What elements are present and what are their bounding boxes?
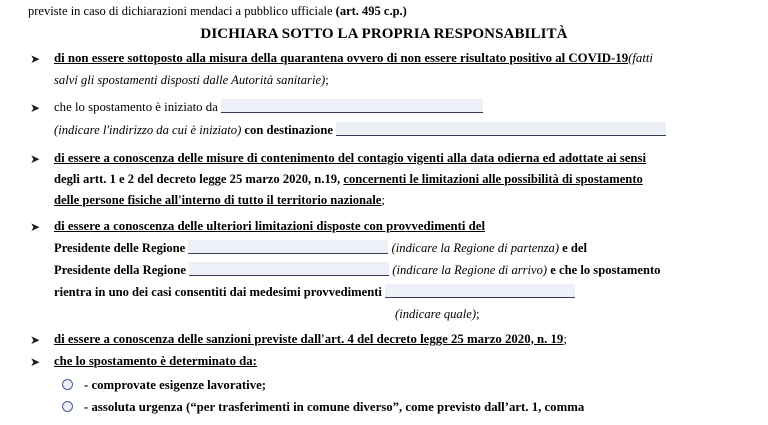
- declaration-item-determinato-da: [0, 352, 768, 371]
- field-regione-partenza[interactable]: [188, 240, 388, 254]
- declaration-item-spostamento-iniziato: [0, 98, 768, 117]
- arrow-bullet-icon: ➤: [30, 354, 41, 369]
- tail-regione-partenza: e del: [559, 240, 587, 255]
- tail-indicare-quale: ;: [476, 306, 480, 321]
- option-row-esigenze-lavorative[interactable]: [0, 375, 768, 395]
- field-indirizzo-partenza[interactable]: [221, 99, 483, 113]
- item-ulteriori-row-arrivo: [0, 261, 768, 280]
- item-quarantena-tail: (fatti: [628, 50, 653, 65]
- field-destinazione[interactable]: [336, 122, 666, 136]
- hint-regione-partenza: (indicare la Regione di partenza): [391, 240, 560, 255]
- option-row-assoluta-urgenza[interactable]: [0, 397, 768, 417]
- label-presidente-regione-arrivo: Presidente della Regione: [54, 262, 186, 277]
- item-ulteriori-row-casi: [0, 283, 768, 302]
- hint-indicare-quale: (indicare quale): [395, 306, 477, 321]
- item-ulteriori-row-partenza: [0, 239, 768, 258]
- item-misure-line3-row: [0, 191, 768, 210]
- item-misure-line3-tail: ;: [381, 192, 385, 207]
- item-misure-line3-underlined: delle persone fisiche all'interno di tutto il territorio nazionale: [54, 192, 382, 207]
- item-spostamento-hint: (indicare l'indirizzo da cui è iniziato): [54, 123, 242, 138]
- field-regione-arrivo[interactable]: [189, 262, 389, 276]
- item-misure-line2-plain: degli artt. 1 e 2 del decreto legge 25 marzo 2020, n.19,: [54, 171, 344, 186]
- item-sanzioni-tail: ;: [563, 331, 567, 346]
- continuation-article-reference: (art. 495 c.p.): [335, 4, 407, 18]
- item-misure-line1: di essere a conoscenza delle misure di contenimento del contagio vigenti alla data odierna ed adottate ai sensi: [54, 151, 647, 166]
- arrow-bullet-icon: ➤: [30, 219, 41, 234]
- option-esigenze-lavorative-label: - comprovate esigenze lavorative;: [84, 378, 267, 393]
- continuation-line: [0, 0, 768, 20]
- radio-button-icon[interactable]: [62, 401, 73, 412]
- continuation-text: previste in caso di dichiarazioni mendaci a pubblico ufficiale: [28, 4, 336, 18]
- arrow-bullet-icon: ➤: [30, 100, 41, 115]
- option-assoluta-urgenza-label: - assoluta urgenza (“per trasferimenti in comune diverso”, come previsto dall’art. 1, comma: [84, 399, 585, 414]
- radio-button-icon[interactable]: [62, 379, 73, 390]
- field-caso-consentito[interactable]: [385, 284, 575, 298]
- page-title: DICHIARA SOTTO LA PROPRIA RESPONSABILITÀ: [200, 25, 568, 42]
- arrow-bullet-icon: ➤: [30, 51, 41, 66]
- item-quarantena-second-line: [0, 71, 768, 90]
- item-quarantena-italic-note: salvi gli spostamenti disposti dalle Autorità sanitarie): [54, 73, 326, 88]
- label-presidente-regione-partenza: Presidente delle Regione: [54, 240, 186, 255]
- item-quarantena-semicolon: ;: [325, 73, 329, 88]
- item-determinato-text: che lo spostamento è determinato da:: [54, 353, 257, 368]
- arrow-bullet-icon: ➤: [30, 332, 41, 347]
- declaration-item-quarantena: [0, 49, 768, 68]
- item-sanzioni-text: di essere a conoscenza delle sanzioni previste dall'art. 4 del decreto legge 25 marzo 2020, n. 19: [54, 331, 564, 346]
- label-casi-consentiti: rientra in uno dei casi consentiti dai medesimi provvedimenti: [54, 284, 382, 299]
- item-misure-line2-underlined: concernenti le limitazioni alle possibilità di spostamento: [343, 171, 643, 186]
- declaration-item-ulteriori-limitazioni: [0, 217, 768, 236]
- hint-regione-arrivo: (indicare la Regione di arrivo): [392, 262, 548, 277]
- item-misure-line2-row: [0, 170, 768, 189]
- item-ulteriori-hint-quale: [0, 305, 768, 324]
- item-quarantena-text: di non essere sottoposto alla misura della quarantena ovvero di non essere risultato positivo al COVID-19: [54, 50, 629, 65]
- item-spostamento-label: che lo spostamento è iniziato da: [54, 99, 218, 114]
- item-spostamento-destinazione-label: con destinazione: [241, 123, 337, 138]
- declaration-item-misure-contenimento: [0, 149, 768, 168]
- arrow-bullet-icon: ➤: [30, 152, 41, 167]
- item-ulteriori-line1: di essere a conoscenza delle ulteriori limitazioni disposte con provvedimenti del: [54, 218, 486, 233]
- tail-regione-arrivo: e che lo spostamento: [547, 262, 661, 277]
- declaration-item-sanzioni: [0, 330, 768, 349]
- item-spostamento-note-row: [0, 121, 768, 140]
